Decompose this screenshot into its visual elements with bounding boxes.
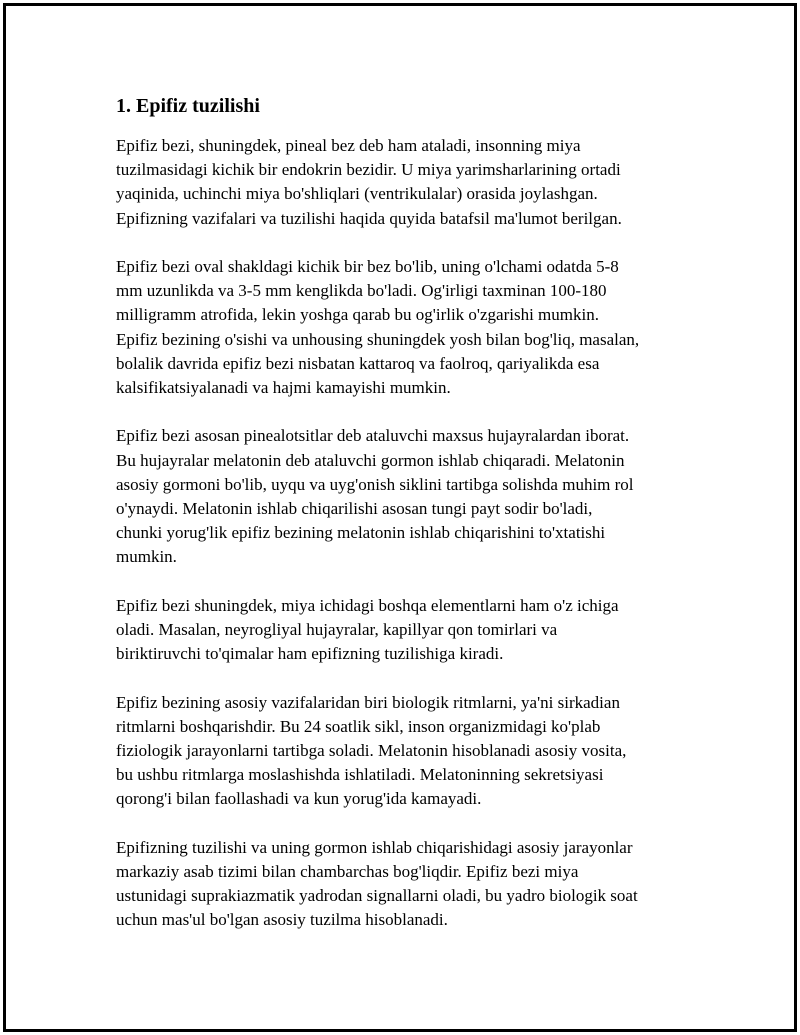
paragraph-shape-size (116, 255, 696, 400)
text-line: chunki yorug'lik epifiz bezining melatonin ishlab chiqarishini to'xtatishi (116, 523, 606, 543)
text-line: yaqinida, uchinchi miya bo'shliqlari (ventrikulalar) orasida joylashgan. (116, 184, 598, 204)
text-line: tuzilmasidagi kichik bir endokrin bezidir. U miya yarimsharlarining ortadi (116, 160, 621, 180)
paragraph-circadian (116, 691, 696, 812)
text-line: mumkin. (116, 547, 177, 567)
text-line: mm uzunlikda va 3-5 mm kenglikda bo'ladi. Og'irligi taxminan 100-180 (116, 281, 607, 301)
text-line: uchun mas'ul bo'lgan asosiy tuzilma hisoblanadi. (116, 910, 448, 930)
paragraph-intro (116, 134, 696, 231)
section-heading: 1. Epifiz tuzilishi (116, 95, 260, 117)
text-line: ustunidagi suprakiazmatik yadrodan signallarni oladi, bu yadro biologik soat (116, 886, 638, 906)
text-line: Epifizning vazifalari va tuzilishi haqida quyida batafsil ma'lumot berilgan. (116, 208, 622, 228)
text-line: biriktiruvchi to'qimalar ham epifizning tuzilishiga kiradi. (116, 644, 504, 664)
text-line: Epifiz bezi oval shakldagi kichik bir bez bo'lib, uning o'lchami odatda 5-8 (116, 257, 619, 276)
text-line: o'ynaydi. Melatonin ishlab chiqarilishi asosan tungi payt sodir bo'ladi, (116, 499, 593, 519)
text-line: qorong'i bilan faollashadi va kun yorug'ida kamayadi. (116, 789, 482, 809)
paragraph-cells-melatonin (116, 424, 696, 569)
paragraph-other-elements (116, 594, 696, 667)
text-line: bolalik davrida epifiz bezi nisbatan kattaroq va faolroq, qariyalikda esa (116, 353, 600, 373)
text-line: Epifiz bezining asosiy vazifalaridan biri biologik ritmlarni, ya'ni sirkadian (116, 692, 620, 712)
text-line: oladi. Masalan, neyrogliyal hujayralar, kapillyar qon tomirlari va (116, 620, 558, 640)
text-line: Bu hujayralar melatonin deb ataluvchi gormon ishlab chiqaradi. Melatonin (116, 450, 625, 470)
text-line: kalsifikatsiyalanadi va hajmi kamayishi mumkin. (116, 378, 451, 398)
paragraph-nervous-system (116, 836, 696, 933)
text-line: Epifiz bezi, shuningdek, pineal bez deb ham ataladi, insonning miya (116, 136, 581, 155)
text-line: Epifiz bezi shuningdek, miya ichidagi boshqa elementlarni ham o'z ichiga (116, 595, 619, 615)
text-line: Epifiz bezining o'sishi va unhousing shuningdek yosh bilan bog'liq, masalan, (116, 329, 640, 349)
text-line: ritmlarni boshqarishdir. Bu 24 soatlik sikl, inson organizmidagi ko'plab (116, 716, 601, 736)
text-line: Epifiz bezi asosan pinealotsitlar deb ataluvchi maxsus hujayralardan iborat. (116, 426, 630, 446)
text-line: asosiy gormoni bo'lib, uyqu va uyg'onish siklini tartibga solishda muhim rol (116, 474, 634, 494)
text-line: markaziy asab tizimi bilan chambarchas bog'liqdir. Epifiz bezi miya (116, 862, 579, 882)
text-line: Epifizning tuzilishi va uning gormon ishlab chiqarishidagi asosiy jarayonlar (116, 837, 633, 857)
text-line: fiziologik jarayonlarni tartibga soladi. Melatonin hisoblanadi asosiy vosita, (116, 741, 627, 761)
text-line: bu ushbu ritmlarga moslashishda ishlatiladi. Melatoninning sekretsiyasi (116, 765, 604, 785)
document-body (116, 93, 696, 957)
text-line: milligramm atrofida, lekin yoshga qarab bu og'irlik o'zgarishi mumkin. (116, 305, 599, 325)
